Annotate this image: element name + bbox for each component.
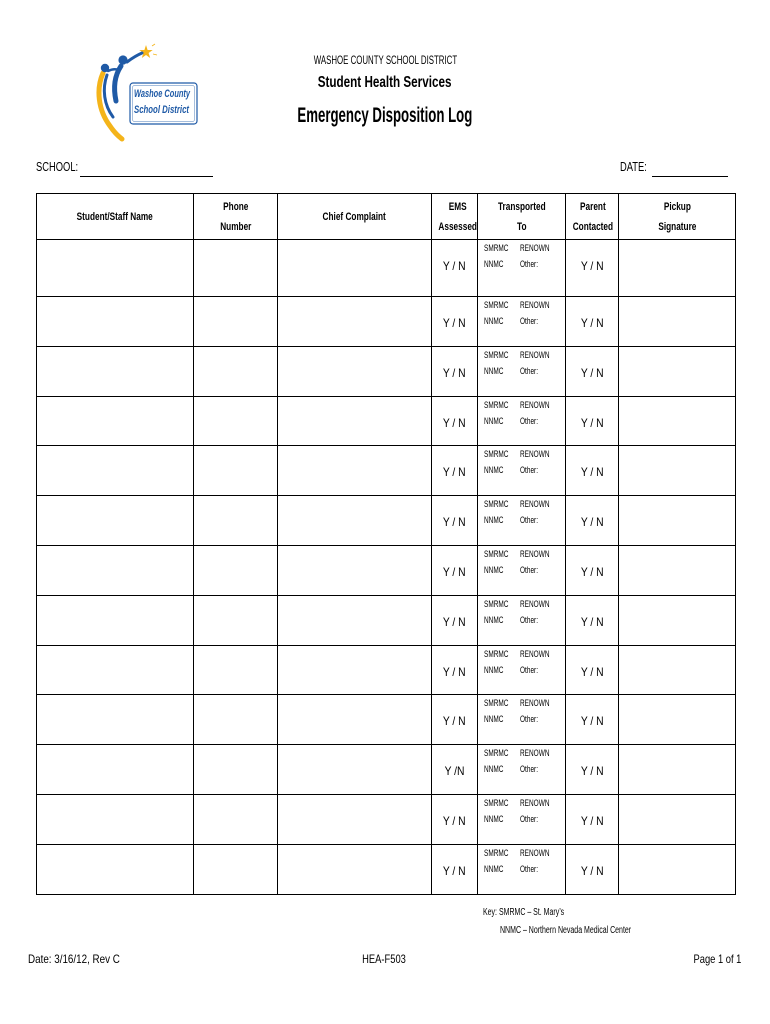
ems-assessed-yes-no: Y / N: [443, 664, 466, 679]
phone-number-cell[interactable]: [194, 844, 278, 894]
transport-options-line-1: [478, 347, 565, 363]
phone-number-cell[interactable]: [194, 496, 278, 546]
transport-options-line-2: [478, 711, 565, 727]
pickup-signature-cell[interactable]: [619, 346, 736, 396]
column-header-pickup-signature: [619, 194, 736, 240]
transport-options-line-1: [478, 240, 565, 256]
column-header-phone-number: [194, 194, 278, 240]
phone-number-cell[interactable]: [194, 297, 278, 347]
ems-assessed-cell[interactable]: [432, 745, 478, 795]
student-staff-name-cell[interactable]: [37, 645, 194, 695]
phone-number-cell[interactable]: [194, 396, 278, 446]
chief-complaint-cell[interactable]: [278, 844, 432, 894]
transport-option-renown: RENOWN: [520, 243, 550, 253]
column-header-label: Student/Staff Name: [76, 210, 154, 223]
transport-option-other: Other:: [520, 259, 539, 269]
key-smrmc-text: Key: SMRMC – St. Mary’s: [483, 907, 565, 918]
pickup-signature-cell[interactable]: [619, 595, 736, 645]
date-label: [620, 160, 657, 173]
log-row: [37, 240, 736, 297]
log-row: [37, 545, 736, 595]
table-header-row: [37, 194, 736, 240]
pickup-signature-cell[interactable]: [619, 496, 736, 546]
transported-to-cell[interactable]: [478, 545, 566, 595]
parent-contacted-cell[interactable]: [566, 396, 619, 446]
transport-options-line-2: [478, 256, 565, 272]
transport-option-other: Other:: [520, 316, 539, 326]
key-smrmc: [483, 908, 599, 918]
student-staff-name-cell[interactable]: [37, 240, 194, 297]
footer-page-number: [680, 953, 741, 965]
transport-option-smrmc: SMRMC: [484, 548, 509, 559]
chief-complaint-cell[interactable]: [278, 794, 432, 844]
transport-options-line-2: [478, 413, 565, 429]
transport-option-smrmc: SMRMC: [484, 300, 509, 310]
transport-option-smrmc: SMRMC: [484, 243, 509, 253]
ems-assessed-cell[interactable]: [432, 496, 478, 546]
ems-assessed-yes-no: Y / N: [443, 259, 466, 273]
transport-option-nnmc: NNMC: [484, 365, 504, 376]
student-staff-name-cell[interactable]: [37, 346, 194, 396]
transport-options-line-2: [478, 313, 565, 329]
transport-option-other: Other:: [520, 813, 539, 824]
transport-option-other: Other:: [520, 614, 539, 625]
date-label-text: DATE:: [620, 159, 647, 174]
ems-assessed-yes-no: Y / N: [443, 365, 466, 380]
transport-option-nnmc: NNMC: [484, 714, 504, 725]
parent-contacted-cell[interactable]: [566, 297, 619, 347]
column-header-label: EMS Assessed: [438, 200, 477, 233]
parent-contacted-cell[interactable]: [566, 446, 619, 496]
column-header-parent-contacted: [566, 194, 619, 240]
column-header-label: Transported To: [497, 200, 546, 233]
transport-options-line-1: [478, 596, 565, 612]
transport-option-nnmc: NNMC: [484, 664, 504, 675]
log-row: [37, 595, 736, 645]
pickup-signature-cell[interactable]: [619, 844, 736, 894]
column-header-transported-to: [478, 194, 566, 240]
parent-contacted-cell[interactable]: [566, 346, 619, 396]
phone-number-cell[interactable]: [194, 346, 278, 396]
transport-options-line-2: [478, 662, 565, 678]
ems-assessed-yes-no: Y / N: [443, 614, 466, 629]
transport-options-line-1: [478, 795, 565, 811]
transported-to-cell[interactable]: [478, 645, 566, 695]
transport-option-nnmc: NNMC: [484, 764, 504, 775]
log-row: [37, 496, 736, 546]
ems-assessed-cell[interactable]: [432, 595, 478, 645]
transport-option-smrmc: SMRMC: [484, 349, 509, 360]
chief-complaint-cell[interactable]: [278, 396, 432, 446]
transported-to-cell[interactable]: [478, 446, 566, 496]
transport-option-renown: RENOWN: [520, 847, 550, 858]
parent-contacted-cell[interactable]: [566, 745, 619, 795]
student-staff-name-cell[interactable]: [37, 695, 194, 745]
transport-options-line-1: [478, 496, 565, 512]
transport-option-smrmc: SMRMC: [484, 748, 509, 759]
chief-complaint-cell[interactable]: [278, 446, 432, 496]
ems-assessed-cell[interactable]: [432, 346, 478, 396]
transport-options-line-2: [478, 462, 565, 478]
parent-contacted-yes-no: Y / N: [580, 664, 604, 679]
transport-options-line-2: [478, 512, 565, 528]
phone-number-cell[interactable]: [194, 240, 278, 297]
parent-contacted-cell[interactable]: [566, 695, 619, 745]
transport-option-renown: RENOWN: [520, 499, 550, 510]
page-title-text: Emergency Disposition Log: [297, 104, 473, 127]
ems-assessed-yes-no: Y / N: [443, 714, 466, 729]
transport-option-renown: RENOWN: [520, 648, 550, 659]
chief-complaint-cell[interactable]: [278, 240, 432, 297]
chief-complaint-cell[interactable]: [278, 645, 432, 695]
parent-contacted-yes-no: Y / N: [580, 415, 604, 430]
student-staff-name-cell[interactable]: [37, 595, 194, 645]
parent-contacted-yes-no: Y / N: [580, 863, 604, 878]
parent-contacted-yes-no: Y / N: [580, 564, 604, 579]
chief-complaint-cell[interactable]: [278, 346, 432, 396]
transport-option-other: Other:: [520, 764, 539, 775]
student-staff-name-cell[interactable]: [37, 297, 194, 347]
key-nnmc: [500, 926, 687, 936]
transport-options-line-1: [478, 546, 565, 562]
transport-options-line-1: [478, 845, 565, 861]
transport-option-renown: RENOWN: [520, 349, 550, 360]
transport-option-renown: RENOWN: [520, 300, 550, 310]
column-header-label: Parent Contacted: [572, 200, 614, 233]
ems-assessed-cell[interactable]: [432, 297, 478, 347]
pickup-signature-cell[interactable]: [619, 794, 736, 844]
parent-contacted-yes-no: Y / N: [580, 316, 604, 330]
transported-to-cell[interactable]: [478, 595, 566, 645]
transport-option-smrmc: SMRMC: [484, 648, 509, 659]
ems-assessed-cell[interactable]: [432, 240, 478, 297]
column-header-ems-assessed: [432, 194, 478, 240]
transport-options-line-1: [478, 297, 565, 313]
ems-assessed-yes-no: Y / N: [443, 415, 466, 430]
transported-to-cell[interactable]: [478, 396, 566, 446]
chief-complaint-cell[interactable]: [278, 545, 432, 595]
log-row: [37, 396, 736, 446]
phone-number-cell[interactable]: [194, 446, 278, 496]
transport-option-renown: RENOWN: [520, 548, 550, 559]
chief-complaint-cell[interactable]: [278, 297, 432, 347]
transport-options-line-2: [478, 612, 565, 628]
footer-page-number-text: Page 1 of 1: [693, 952, 741, 966]
ems-assessed-yes-no: Y /N: [444, 764, 465, 779]
transport-option-renown: RENOWN: [520, 698, 550, 709]
transport-option-other: Other:: [520, 415, 539, 426]
school-label: [36, 160, 95, 173]
school-label-text: SCHOOL:: [36, 159, 79, 174]
transport-options-line-1: [478, 397, 565, 413]
parent-contacted-cell[interactable]: [566, 595, 619, 645]
transport-option-nnmc: NNMC: [484, 564, 504, 575]
transport-option-nnmc: NNMC: [484, 813, 504, 824]
log-row: [37, 446, 736, 496]
phone-number-cell[interactable]: [194, 645, 278, 695]
ems-assessed-yes-no: Y / N: [443, 564, 466, 579]
school-name-blank[interactable]: [80, 176, 213, 177]
footer-form-number-text: HEA-F503: [362, 952, 406, 966]
transport-options-line-2: [478, 363, 565, 379]
parent-contacted-cell[interactable]: [566, 844, 619, 894]
transport-option-nnmc: NNMC: [484, 614, 504, 625]
transport-option-nnmc: NNMC: [484, 316, 504, 326]
student-staff-name-cell[interactable]: [37, 545, 194, 595]
transport-option-smrmc: SMRMC: [484, 847, 509, 858]
pickup-signature-cell[interactable]: [619, 396, 736, 446]
logo-text-line-2: School District: [134, 104, 190, 116]
parent-contacted-cell[interactable]: [566, 794, 619, 844]
transport-options-line-1: [478, 646, 565, 662]
ems-assessed-yes-no: Y / N: [443, 863, 466, 878]
phone-number-cell[interactable]: [194, 745, 278, 795]
pickup-signature-cell[interactable]: [619, 446, 736, 496]
chief-complaint-cell[interactable]: [278, 496, 432, 546]
district-name: [0, 54, 770, 66]
pickup-signature-cell[interactable]: [619, 545, 736, 595]
log-row: [37, 297, 736, 347]
log-row: [37, 745, 736, 795]
transported-to-cell[interactable]: [478, 240, 566, 297]
ems-assessed-yes-no: Y / N: [443, 515, 466, 530]
logo-text-line-1: Washoe County: [134, 88, 191, 100]
phone-number-cell[interactable]: [194, 545, 278, 595]
transport-option-renown: RENOWN: [520, 598, 550, 609]
pickup-signature-cell[interactable]: [619, 745, 736, 795]
log-row: [37, 794, 736, 844]
table-body: [37, 240, 736, 895]
parent-contacted-yes-no: Y / N: [580, 714, 604, 729]
transport-option-nnmc: NNMC: [484, 515, 504, 526]
parent-contacted-cell[interactable]: [566, 240, 619, 297]
parent-contacted-yes-no: Y / N: [580, 614, 604, 629]
student-staff-name-cell[interactable]: [37, 396, 194, 446]
transport-option-nnmc: NNMC: [484, 259, 504, 269]
transported-to-cell[interactable]: [478, 745, 566, 795]
column-header-label: Chief Complaint: [322, 210, 387, 223]
transported-to-cell[interactable]: [478, 794, 566, 844]
transport-option-other: Other:: [520, 664, 539, 675]
parent-contacted-yes-no: Y / N: [580, 365, 604, 380]
parent-contacted-cell[interactable]: [566, 496, 619, 546]
parent-contacted-yes-no: Y / N: [580, 515, 604, 530]
transport-option-renown: RENOWN: [520, 449, 550, 460]
parent-contacted-yes-no: Y / N: [580, 813, 604, 828]
ems-assessed-cell[interactable]: [432, 545, 478, 595]
pickup-signature-cell[interactable]: [619, 240, 736, 297]
transported-to-cell[interactable]: [478, 496, 566, 546]
pickup-signature-cell[interactable]: [619, 297, 736, 347]
key-nnmc-text: NNMC – Northern Nevada Medical Center: [500, 925, 632, 936]
transport-options-line-2: [478, 562, 565, 578]
student-staff-name-cell[interactable]: [37, 496, 194, 546]
student-staff-name-cell[interactable]: [37, 794, 194, 844]
ems-assessed-yes-no: Y / N: [443, 316, 466, 330]
transport-options-line-2: [478, 761, 565, 777]
department-name: [0, 75, 770, 91]
transported-to-cell[interactable]: [478, 695, 566, 745]
transport-option-nnmc: NNMC: [484, 415, 504, 426]
transported-to-cell[interactable]: [478, 346, 566, 396]
chief-complaint-cell[interactable]: [278, 745, 432, 795]
phone-number-cell[interactable]: [194, 794, 278, 844]
transport-option-renown: RENOWN: [520, 399, 550, 410]
ems-assessed-yes-no: Y / N: [443, 813, 466, 828]
parent-contacted-yes-no: Y / N: [580, 764, 604, 779]
transport-option-other: Other:: [520, 515, 539, 526]
transport-option-other: Other:: [520, 863, 539, 874]
chief-complaint-cell[interactable]: [278, 695, 432, 745]
parent-contacted-cell[interactable]: [566, 645, 619, 695]
transport-option-renown: RENOWN: [520, 797, 550, 808]
footer-form-number: [0, 953, 768, 965]
column-header-label: Pickup Signature: [657, 200, 697, 233]
transport-option-smrmc: SMRMC: [484, 399, 509, 410]
transported-to-cell[interactable]: [478, 297, 566, 347]
pickup-signature-cell[interactable]: [619, 695, 736, 745]
ems-assessed-cell[interactable]: [432, 844, 478, 894]
transport-options-line-1: [478, 745, 565, 761]
pickup-signature-cell[interactable]: [619, 645, 736, 695]
phone-number-cell[interactable]: [194, 595, 278, 645]
column-header-label: Phone Number: [219, 200, 252, 233]
district-name-text: WASHOE COUNTY SCHOOL DISTRICT: [313, 53, 457, 67]
transport-option-nnmc: NNMC: [484, 465, 504, 476]
transport-option-smrmc: SMRMC: [484, 499, 509, 510]
log-row: [37, 645, 736, 695]
student-staff-name-cell[interactable]: [37, 844, 194, 894]
parent-contacted-yes-no: Y / N: [580, 259, 604, 273]
log-row: [37, 346, 736, 396]
transport-options-line-2: [478, 861, 565, 877]
log-row: [37, 844, 736, 894]
ems-assessed-cell[interactable]: [432, 794, 478, 844]
phone-number-cell[interactable]: [194, 695, 278, 745]
page-title: [0, 105, 770, 126]
parent-contacted-cell[interactable]: [566, 545, 619, 595]
ems-assessed-cell[interactable]: [432, 396, 478, 446]
transport-option-smrmc: SMRMC: [484, 598, 509, 609]
ems-assessed-yes-no: Y / N: [443, 465, 466, 480]
parent-contacted-yes-no: Y / N: [580, 465, 604, 480]
transport-option-other: Other:: [520, 714, 539, 725]
date-blank[interactable]: [652, 176, 728, 177]
transport-option-renown: RENOWN: [520, 748, 550, 759]
transport-option-nnmc: NNMC: [484, 863, 504, 874]
transport-options-line-1: [478, 695, 565, 711]
transport-options-line-2: [478, 811, 565, 827]
emergency-disposition-log-table: [36, 193, 736, 895]
transported-to-cell[interactable]: [478, 844, 566, 894]
transport-option-other: Other:: [520, 365, 539, 376]
transport-options-line-1: [478, 446, 565, 462]
footer-date-revision-text: Date: 3/16/12, Rev C: [28, 952, 120, 966]
transport-option-smrmc: SMRMC: [484, 797, 509, 808]
department-name-text: Student Health Services: [318, 74, 452, 91]
student-staff-name-cell[interactable]: [37, 745, 194, 795]
ems-assessed-cell[interactable]: [432, 645, 478, 695]
transport-option-other: Other:: [520, 465, 539, 476]
log-row: [37, 695, 736, 745]
student-staff-name-cell[interactable]: [37, 446, 194, 496]
chief-complaint-cell[interactable]: [278, 595, 432, 645]
column-header-chief-complaint: [278, 194, 432, 240]
ems-assessed-cell[interactable]: [432, 695, 478, 745]
transport-option-smrmc: SMRMC: [484, 698, 509, 709]
transport-option-other: Other:: [520, 564, 539, 575]
ems-assessed-cell[interactable]: [432, 446, 478, 496]
transport-option-smrmc: SMRMC: [484, 449, 509, 460]
column-header-student-staff-name: [37, 194, 194, 240]
